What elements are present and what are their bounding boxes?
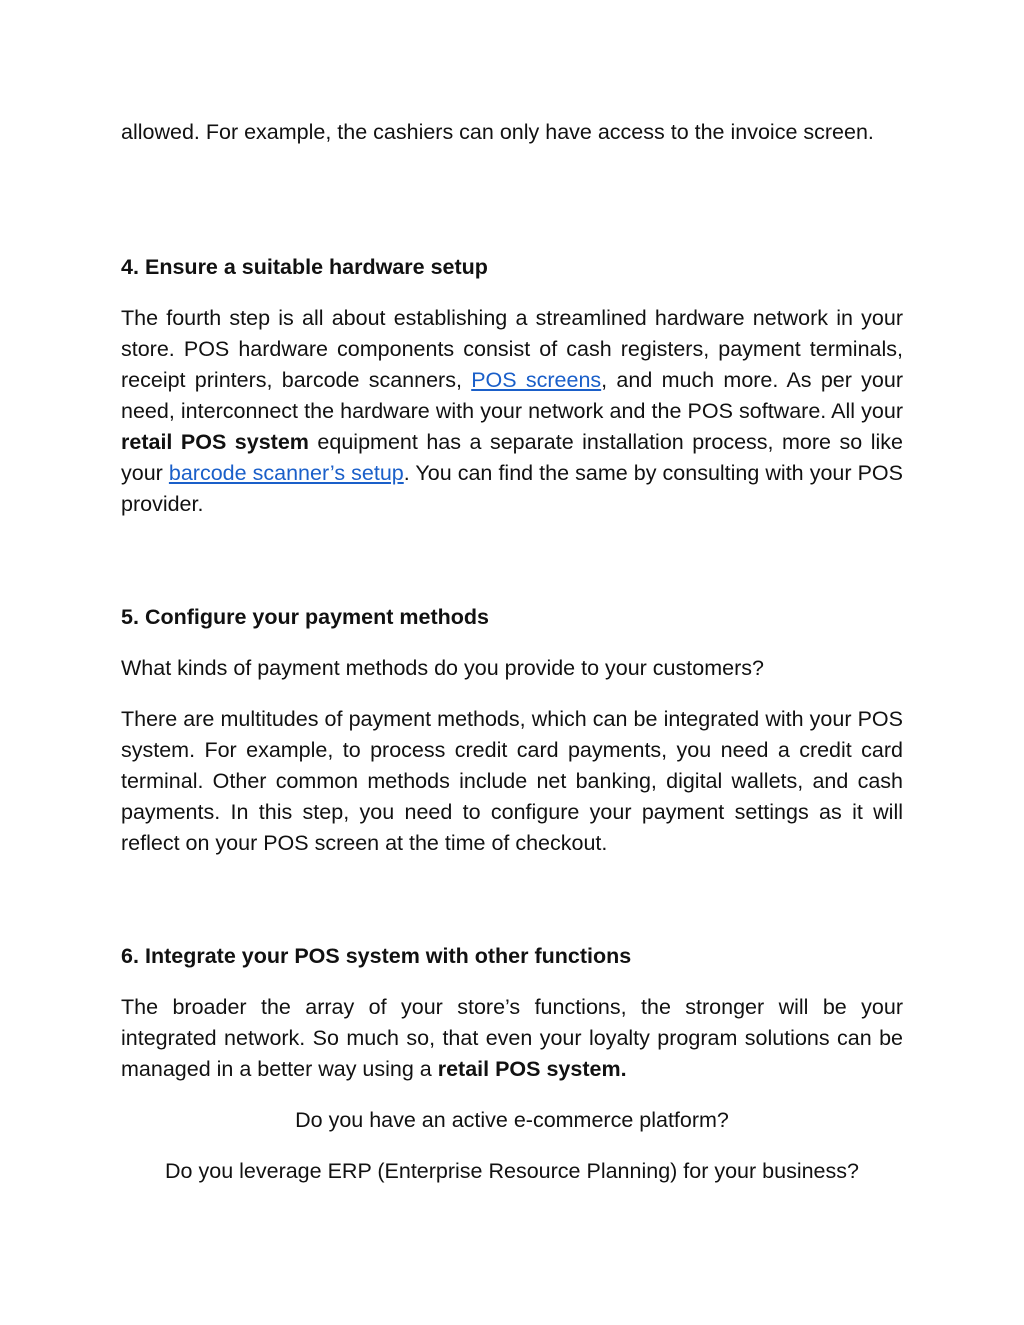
section-6-heading <box>121 941 903 972</box>
section-6-bold-term: retail POS system. <box>437 1057 627 1081</box>
section-4-heading <box>121 252 903 283</box>
section-4-number: 4. <box>121 255 139 279</box>
section-6-question-2: Do you leverage ERP (Enterprise Resource Planning) for your business? <box>165 1159 859 1183</box>
section-6-title: Integrate your POS system with other functions <box>145 944 632 968</box>
document-page <box>121 117 903 1187</box>
section-4-paragraph <box>121 303 903 520</box>
section-5-title: Configure your payment methods <box>144 605 489 629</box>
section-4-text-3: equipment has a separate installation process, more so like your <box>121 430 903 485</box>
section-4-text-4: . You can find the same by consulting with your POS provider. <box>121 461 903 516</box>
section-4-title: Ensure a suitable hardware setup <box>145 255 488 279</box>
section-5-number: 5. <box>121 605 139 629</box>
section-5-heading <box>121 602 903 633</box>
section-6-paragraph <box>121 992 903 1085</box>
pos-screens-link[interactable]: POS screens <box>471 368 602 392</box>
section-5-paragraph: There are multitudes of payment methods, which can be integrated with your POS system. For example, to process credit card payments, you need a credit card terminal. Other common methods include net banking, digital wallets, and cash payments. In this step, you need to configure your payment settings as it will reflect on your POS screen at the time of checkout. <box>121 707 903 855</box>
intro-continuation-paragraph: allowed. For example, the cashiers can only have access to the invoice screen. <box>121 120 874 144</box>
section-4-text-2: , and much more. As per your need, interconnect the hardware with your network and the POS software. All your <box>121 368 903 423</box>
section-6-text-1: The broader the array of your store’s functions, the stronger will be your integrated network. So much so, that even your loyalty program solutions can be managed in a better way using a <box>121 995 903 1081</box>
barcode-scanner-setup-link[interactable]: barcode scanner’s setup <box>168 461 404 485</box>
section-6-number: 6. <box>121 944 139 968</box>
section-6-question-1: Do you have an active e-commerce platform? <box>295 1108 729 1132</box>
section-4-bold-term: retail POS system <box>121 430 309 454</box>
section-5-question: What kinds of payment methods do you provide to your customers? <box>121 656 764 680</box>
section-4-text-1: The fourth step is all about establishing a streamlined hardware network in your store. POS hardware components consist of cash registers, payment terminals, receipt printers, barcode scanners, <box>121 306 903 392</box>
